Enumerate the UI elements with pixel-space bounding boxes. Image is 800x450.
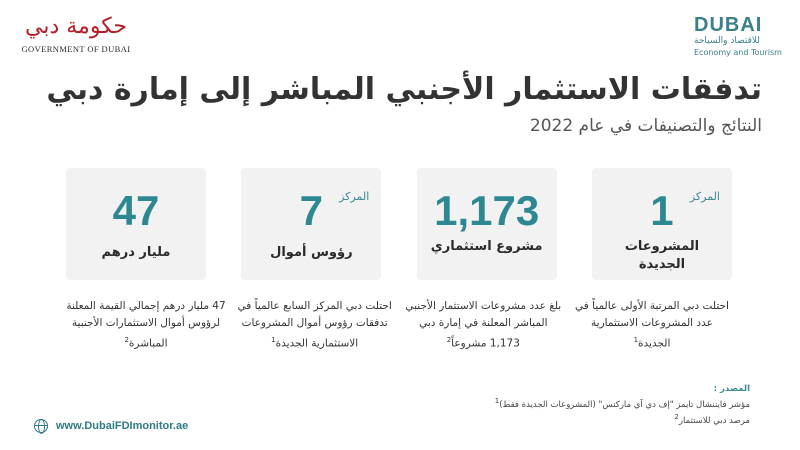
source-heading: المصدر : (713, 384, 750, 394)
card-rank-label: المركز (689, 190, 720, 203)
card-number: 47 (112, 187, 160, 234)
card-number: 1 (650, 187, 674, 234)
website-url[interactable]: www.DubaiFDImonitor.ae (56, 420, 189, 432)
source-line-2 (450, 411, 750, 427)
card-label: المشروعات الجديدة (624, 239, 700, 272)
source-line-1-text: مؤشر فايننشال تايمز "إف دي آي ماركتس" (المشروعات الجديدة فقط) (499, 399, 750, 410)
stat-cards (66, 168, 732, 280)
card-label: رؤوس أموال (270, 245, 353, 260)
source-line-2-text: مرصد دبي للاستثمار (678, 415, 750, 426)
dubai-logo-arabic: للاقتصاد والسياحة (694, 36, 761, 46)
government-of-dubai-logo (16, 12, 136, 62)
footnote-ref: 1 (494, 396, 500, 405)
stat-card-capital-rank (241, 168, 381, 280)
card-label: مليار درهم (101, 245, 171, 260)
government-logo-text: GOVERNMENT OF DUBAI (21, 44, 131, 54)
footnote-ref: 2 (446, 336, 452, 344)
source-line-1 (450, 395, 750, 411)
page-subtitle: النتائج والتصنيفات في عام 2022 (529, 116, 762, 136)
stat-card-project-count (417, 168, 557, 280)
description-text: بلغ عدد مشروعات الاستثمار الأجنبي المباشر المعلنة في إمارة دبي 1,173 مشروعاً (405, 300, 562, 350)
globe-icon (34, 419, 48, 433)
description-capital-rank (235, 298, 395, 368)
stat-card-new-projects-rank (592, 168, 732, 280)
government-logo-script: حكومة دبي (25, 14, 127, 39)
dubai-economy-tourism-logo (694, 15, 786, 65)
website-link[interactable] (34, 418, 188, 434)
page-title: تدفقات الاستثمار الأجنبي المباشر إلى إمارة دبي (46, 72, 762, 107)
footnote-ref: 1 (633, 336, 639, 344)
card-rank-label: المركز (339, 190, 370, 203)
card-number: 7 (299, 187, 323, 234)
description-text: احتلت دبي المركز السابع عالمياً في تدفقات رؤوس أموال المشروعات الاستثمارية الجديدة (237, 300, 392, 350)
dubai-logo-english: Economy and Tourism (694, 48, 782, 57)
card-label: مشروع استثماري (430, 239, 543, 254)
stat-descriptions (66, 298, 732, 368)
description-project-count (403, 298, 563, 368)
footnote-ref: 2 (124, 336, 129, 344)
description-capital-value (66, 298, 226, 368)
card-number: 1,173 (434, 187, 540, 234)
footnote-ref: 1 (271, 336, 276, 344)
dubai-logo-word: DUBAI (694, 14, 763, 36)
stat-card-capital-value (66, 168, 206, 280)
description-new-projects-rank (572, 298, 732, 368)
description-text: احتلت دبي المرتبة الأولى عالمياً في عدد المشروعات الاستثمارية الجديدة (575, 300, 729, 350)
description-text: 47 مليار درهم إجمالي القيمة المعلنة لرؤوس أموال الاستثمارات الأجنبية المباشرة (66, 300, 226, 350)
source-notes (450, 384, 750, 427)
footnote-ref: 2 (674, 411, 679, 421)
